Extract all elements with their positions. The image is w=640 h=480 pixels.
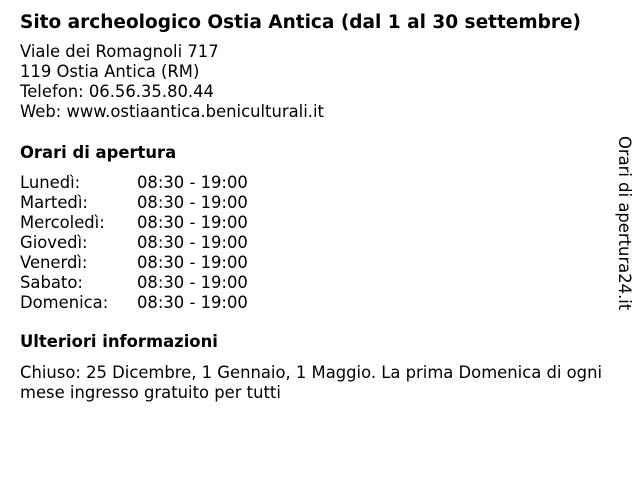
hours-row-thursday	[20, 233, 618, 253]
hours-time: 08:30 - 19:00	[137, 253, 248, 272]
hours-row-sunday	[20, 293, 618, 313]
hours-time: 08:30 - 19:00	[137, 233, 248, 252]
opening-hours-heading: Orari di apertura	[20, 143, 177, 162]
hours-row-wednesday	[20, 213, 618, 233]
hours-day: Giovedì:	[20, 233, 88, 252]
hours-row-saturday	[20, 273, 618, 293]
hours-time: 08:30 - 19:00	[137, 213, 248, 232]
site-watermark: Orari di apertura24.it	[615, 136, 634, 311]
hours-day: Domenica:	[20, 293, 109, 312]
hours-day: Lunedì:	[20, 173, 81, 192]
hours-time: 08:30 - 19:00	[137, 293, 248, 312]
address-city: 119 Ostia Antica (RM)	[20, 62, 200, 81]
hours-day: Sabato:	[20, 273, 83, 292]
hours-row-monday	[20, 173, 618, 193]
opening-hours-table	[20, 173, 618, 313]
hours-time: 08:30 - 19:00	[137, 273, 248, 292]
hours-time: 08:30 - 19:00	[137, 193, 248, 212]
hours-day: Mercoledì:	[20, 213, 105, 232]
hours-row-tuesday	[20, 193, 618, 213]
page-title: Sito archeologico Ostia Antica (dal 1 al 30 settembre)	[20, 12, 581, 33]
hours-time: 08:30 - 19:00	[137, 173, 248, 192]
address-phone: Telefon: 06.56.35.80.44	[20, 82, 214, 101]
hours-day: Venerdì:	[20, 253, 88, 272]
address-web: Web: www.ostiaantica.beniculturali.it	[20, 102, 324, 121]
place-card	[20, 12, 618, 403]
additional-info-heading: Ulteriori informazioni	[20, 332, 218, 351]
hours-row-friday	[20, 253, 618, 273]
hours-day: Martedì:	[20, 193, 88, 212]
address-block	[20, 42, 618, 122]
address-street: Viale dei Romagnoli 717	[20, 42, 219, 61]
additional-info-text: Chiuso: 25 Dicembre, 1 Gennaio, 1 Maggio. La prima Domenica di ogni mese ingresso gratuito per tutti	[20, 363, 603, 402]
